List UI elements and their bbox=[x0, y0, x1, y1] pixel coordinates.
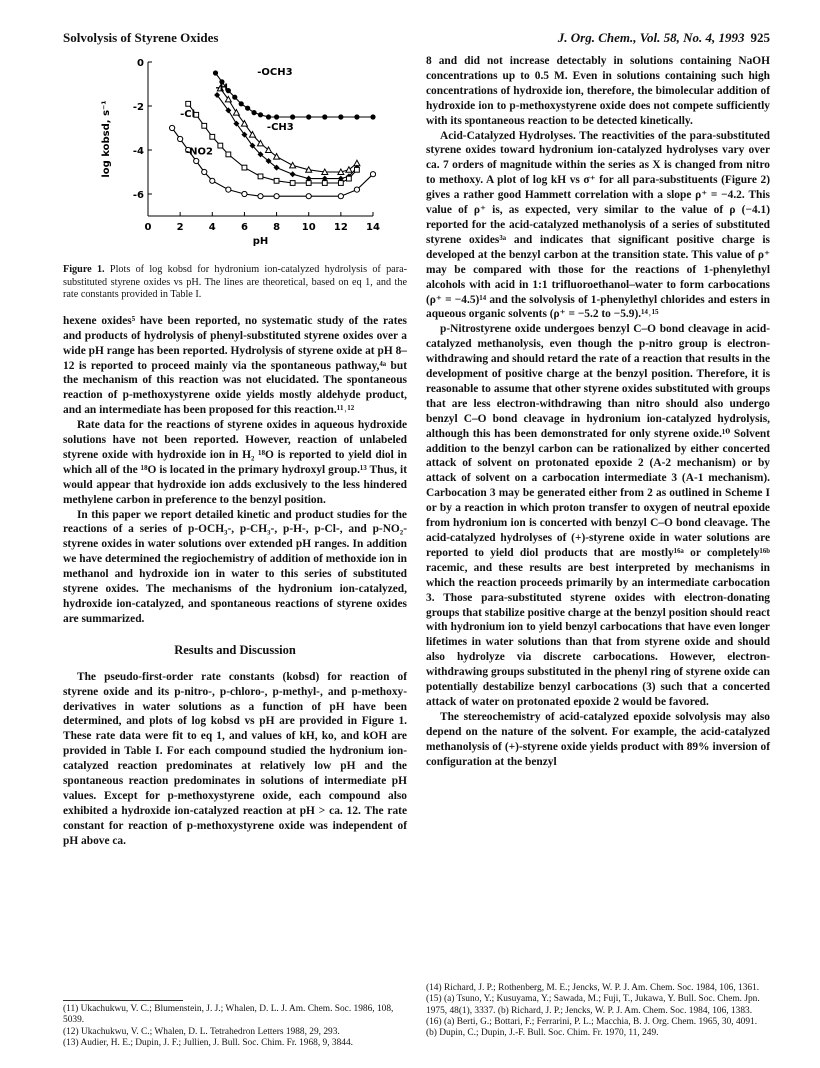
data-point bbox=[245, 106, 250, 111]
page-number: 925 bbox=[750, 30, 770, 45]
series-label: -Cl bbox=[180, 109, 196, 120]
data-point bbox=[213, 70, 218, 75]
footnotes-left bbox=[63, 1000, 407, 1049]
footnote-12: (12) Ukachukwu, V. C.; Whalen, D. L. Tetrahedron Letters 1988, 29, 293. bbox=[63, 1026, 340, 1037]
paragraph-right-1: 8 and did not increase detectably in solutions containing NaOH concentrations up to 0.5 M. Even in solutions containing such high concentrations of hydroxide ion, therefore, the bimolecular addition of hydroxide ion to p-methoxystyrene oxide does not compete sufficiently with its spontaneous reaction to be detected kinetically. bbox=[426, 55, 770, 127]
footnote-16: (16) (a) Berti, G.; Bottari, F.; Ferrarini, P. L.; Macchia, B. J. Org. Chem. 1965, 30, 4091. (b) Dupin, C.; Dupin, J.-F. Bull. Soc. Chim. Fr. 1970, 11, 249. bbox=[426, 1016, 758, 1039]
x-tick-label: 8 bbox=[273, 222, 281, 233]
data-point bbox=[338, 194, 343, 199]
data-point bbox=[210, 134, 215, 139]
data-point bbox=[354, 187, 359, 192]
figure-1 bbox=[63, 54, 407, 260]
paragraph-right-2 bbox=[426, 129, 770, 323]
figure-caption bbox=[63, 264, 407, 302]
paragraph-right-3: p-Nitrostyrene oxide undergoes benzyl C–O bond cleavage in acid-catalyzed methanolysis, even though the p-nitro group is electron-withdrawing and should retard the rate of a reaction that results in the development of positive charge at the benzyl position. Therefore, it is reasonable to assume that other styrene oxides substituted with groups that are less electron-withdrawing than nitro should also undergo benzyl C–O bond cleavage in hydronium ion-catalyzed hydrolysis, although this has been demonstrated for only styrene oxide.¹⁰ Solvent addition to the benzyl carbon can be rationalized by either concerted attack of solvent on protonated epoxide 2 (A-2 mechanism) or by attack of solvent on a carbocation intermediate 3 (A-1 mechanism). Carbocation 3 may be generated either from 2 as outlined in Scheme I or by a reaction in which proton transfer to oxygen of neutral epoxide from hydronium ion is concerted with benzyl C–O bond cleavage. The acid-catalyzed hydrolyses of (+)-styrene oxide in water solutions are reported to yield diol products that are mostly¹⁶ᵃ or completely¹⁶ᵇ racemic, and these results are best interpreted by mechanisms in which the reaction proceeds primarily by an intermediate carbocation 3. Those para-substituted styrene oxides with electron-donating groups that stabilize positive charge at the benzyl position should react with hydronium ion to yield benzyl carbocations that have even longer lifetimes in water solutions than that from styrene oxide and should also hydrolyze via discrete carbocations. However, electron-withdrawing groups substituted in the phenyl ring of styrene oxide can potentially destabilize benzyl carbocations (3) such that a concerted attack of water on protonated epoxide 2 would be favored. bbox=[426, 323, 770, 708]
y-tick-label: 0 bbox=[137, 58, 144, 69]
y-axis-label: log kobsd, s⁻¹ bbox=[101, 100, 112, 178]
paragraph-left-2: Rate data for the reactions of styrene oxides in aqueous hydroxide solutions have not been reported. However, reaction of unlabeled styrene oxide with hydroxide ion in H₂ ¹⁸O is reported to yield diol in which all of the ¹⁸O is located in the primary hydroxyl group.¹³ Thus, it would appear that hydroxide ion adds exclusively to the less hindered methylene carbon in preference to the benzyl position. bbox=[63, 419, 407, 506]
x-tick-label: 0 bbox=[144, 222, 152, 233]
data-point bbox=[258, 112, 263, 117]
paragraph-left-1: hexene oxides⁵ have been reported, no systematic study of the rates and products of hydrolysis of phenyl-substituted styrene oxides over a wide pH range has been reported. Hydrolysis of styrene oxide at pH 8–12 is reported to proceed mainly via the spontaneous pathway,⁴ᵃ but the mechanism of this reaction was not elucidated. The spontaneous reaction of p-methoxystyrene oxide yields mostly aldehyde product, and an intermediate has been proposed for this reaction.¹¹˒¹² bbox=[63, 314, 407, 417]
data-point bbox=[322, 181, 327, 186]
data-point bbox=[258, 194, 263, 199]
data-point bbox=[258, 174, 263, 179]
data-point bbox=[202, 123, 207, 128]
data-point bbox=[274, 194, 279, 199]
data-point bbox=[186, 101, 191, 106]
data-point bbox=[370, 114, 375, 119]
paragraph-left-3: In this paper we report detailed kinetic and product studies for the reactions of a series of p-OCH₃-, p-CH₃-, p-H-, p-Cl-, and p-NO₂-styrene oxides in water solutions over extended pH ranges. In addition we have determined the regiochemistry of addition of methoxide ion in methanol and hydroxide ion in water to this series of substituted styrene oxides. The mechanisms of the hydronium ion-catalyzed, hydroxide ion-catalyzed, and spontaneous reactions of styrene oxides are summarized. bbox=[63, 508, 407, 625]
data-point bbox=[218, 143, 223, 148]
x-tick-label: 2 bbox=[176, 222, 184, 233]
data-point bbox=[346, 176, 351, 181]
series-line-3 bbox=[188, 104, 357, 183]
footnotes-right bbox=[426, 983, 770, 1039]
data-point bbox=[338, 181, 343, 186]
footnote-15: (15) (a) Tsuno, Y.; Kusuyama, Y.; Sawada, M.; Fuji, T., Jukawa, Y. Bull. Soc. Chem. Jpn. 1975, 48(1), 3337. (b) Richard, J. P.; Jencks, W. P. J. Am. Chem. Soc. 1984, 106, 1383. bbox=[426, 994, 760, 1016]
figure-caption-text: Plots of log kobsd for hydronium ion-catalyzed hydrolysis of para-substituted styrene oxides vs pH. The lines are theoretical, based on eq 1, and the rate constants provided in Table I. bbox=[63, 264, 408, 301]
data-point bbox=[306, 114, 311, 119]
y-tick-label: -2 bbox=[132, 102, 144, 113]
y-tick-label: -4 bbox=[132, 146, 144, 157]
data-point bbox=[370, 172, 375, 177]
data-point bbox=[226, 152, 231, 157]
data-point bbox=[274, 178, 279, 183]
data-point bbox=[178, 136, 183, 141]
data-point bbox=[274, 114, 279, 119]
data-point bbox=[170, 125, 175, 130]
data-point bbox=[355, 167, 360, 172]
right-column bbox=[426, 54, 770, 770]
running-head: Solvolysis of Styrene Oxides bbox=[63, 30, 219, 45]
data-point bbox=[306, 194, 311, 199]
journal-citation: J. Org. Chem., Vol. 58, No. 4, 1993 bbox=[557, 30, 745, 45]
y-tick-label: -6 bbox=[132, 190, 144, 201]
data-point bbox=[338, 114, 343, 119]
data-point bbox=[354, 114, 359, 119]
data-point bbox=[290, 114, 295, 119]
data-point bbox=[194, 158, 199, 163]
data-point bbox=[306, 181, 311, 186]
data-point bbox=[242, 165, 247, 170]
data-point bbox=[242, 191, 247, 196]
data-point bbox=[232, 95, 237, 100]
x-tick-label: 10 bbox=[301, 222, 316, 233]
x-tick-label: 4 bbox=[208, 222, 216, 233]
series-label: -OCH3 bbox=[257, 67, 293, 79]
data-point bbox=[239, 101, 244, 106]
data-point bbox=[266, 114, 271, 119]
data-point bbox=[290, 162, 296, 168]
paragraph-left-4: The pseudo-first-order rate constants (kobsd) for reaction of styrene oxide and its p-nitro-, p-chloro-, p-methyl-, and p-methoxy-derivatives in water solutions as a function of pH have been determined, and plots of log kobsd vs pH are provided in Figure 1. These rate data were fit to eq 1, and values of kH, ko, and kOH are provided in Table I. For each compound studied the hydronium ion-catalyzed reaction predominates at relatively low pH and the spontaneous reaction predominates in solutions of intermediate pH values. Except for p-methoxystyrene oxide, each compound also exhibited a hydroxide ion-catalyzed reaction at pH > ca. 12. The rate constant for reaction of p-methoxystyrene oxide was independent of pH above ca. bbox=[63, 670, 407, 847]
data-point bbox=[226, 187, 231, 192]
footnote-14: (14) Richard, J. P.; Rothenberg, M. E.; Jencks, W. P. J. Am. Chem. Soc. 1984, 106, 1361. bbox=[426, 983, 760, 993]
footnote-rule bbox=[63, 1000, 183, 1001]
x-tick-label: 12 bbox=[333, 222, 348, 233]
series-line-4 bbox=[172, 128, 373, 196]
left-column bbox=[63, 54, 407, 849]
x-tick-label: 14 bbox=[366, 222, 380, 233]
series-line-0 bbox=[216, 73, 374, 117]
x-axis-label: pH bbox=[252, 236, 269, 247]
journal-header bbox=[558, 30, 770, 46]
data-point bbox=[210, 178, 215, 183]
data-point bbox=[251, 110, 256, 115]
data-point bbox=[290, 181, 295, 186]
data-point bbox=[233, 110, 239, 116]
series-label: -CH3 bbox=[266, 122, 294, 134]
figure-label: Figure 1. bbox=[63, 264, 105, 275]
series-line-2 bbox=[217, 95, 357, 179]
x-tick-label: 6 bbox=[240, 222, 248, 233]
paragraph-right-4: The stereochemistry of acid-catalyzed epoxide solvolysis may also depend on the nature of the solvent. For example, the acid-catalyzed methanolysis of (+)-styrene oxide yields product with 89% inversion of configuration at the benzyl bbox=[426, 710, 770, 768]
data-point bbox=[202, 169, 207, 174]
footnote-13: (13) Audier, H. E.; Dupin, J. F.; Jullien, J. Bull. Soc. Chim. Fr. 1968, 9, 3844. bbox=[63, 1037, 354, 1048]
figure-1-chart bbox=[63, 54, 407, 260]
data-point bbox=[322, 114, 327, 119]
footnote-11: (11) Ukachukwu, V. C.; Blumenstein, J. J.; Whalen, D. L. J. Am. Chem. Soc. 1986, 108, 5039. bbox=[63, 1004, 394, 1026]
paragraph-right-2-text: The reactivities of the para-substituted styrene oxides toward hydronium ion-catalyzed hydrolyses vary over ca. 7 orders of magnitude within the series as X is changed from nitro to methoxy. A plot of log kH vs σ⁺ for all para-substituents (Figure 2) gives a rather good Hammett correlation with a slope ρ⁺ = −4.2. This value of ρ⁺ is, as expected, very similar to the value of ρ (−4.1) reported for the acid-catalyzed methanolysis of a series of substituted styrene oxides³ᵃ and indicates that significant positive charge is developed at the benzyl carbon at the transition state. This value of ρ⁺ may be compared with those for the reactions of 1-phenylethyl alcohols with acid in 1:1 trifluoroethanol–water to form carbocations (ρ⁺ = −4.5)¹⁴ and the solvolysis of 1-phenylethyl chlorides and esters in aqueous organic solvents (ρ⁺ = −5.2 to −5.9).¹⁴˒¹⁵ bbox=[426, 129, 771, 321]
section-heading: Results and Discussion bbox=[174, 642, 296, 657]
series-label: -NO2 bbox=[184, 146, 213, 158]
inline-heading-acid: Acid-Catalyzed Hydrolyses. bbox=[440, 129, 576, 142]
series-label: -H bbox=[215, 82, 229, 94]
data-point bbox=[290, 171, 296, 177]
